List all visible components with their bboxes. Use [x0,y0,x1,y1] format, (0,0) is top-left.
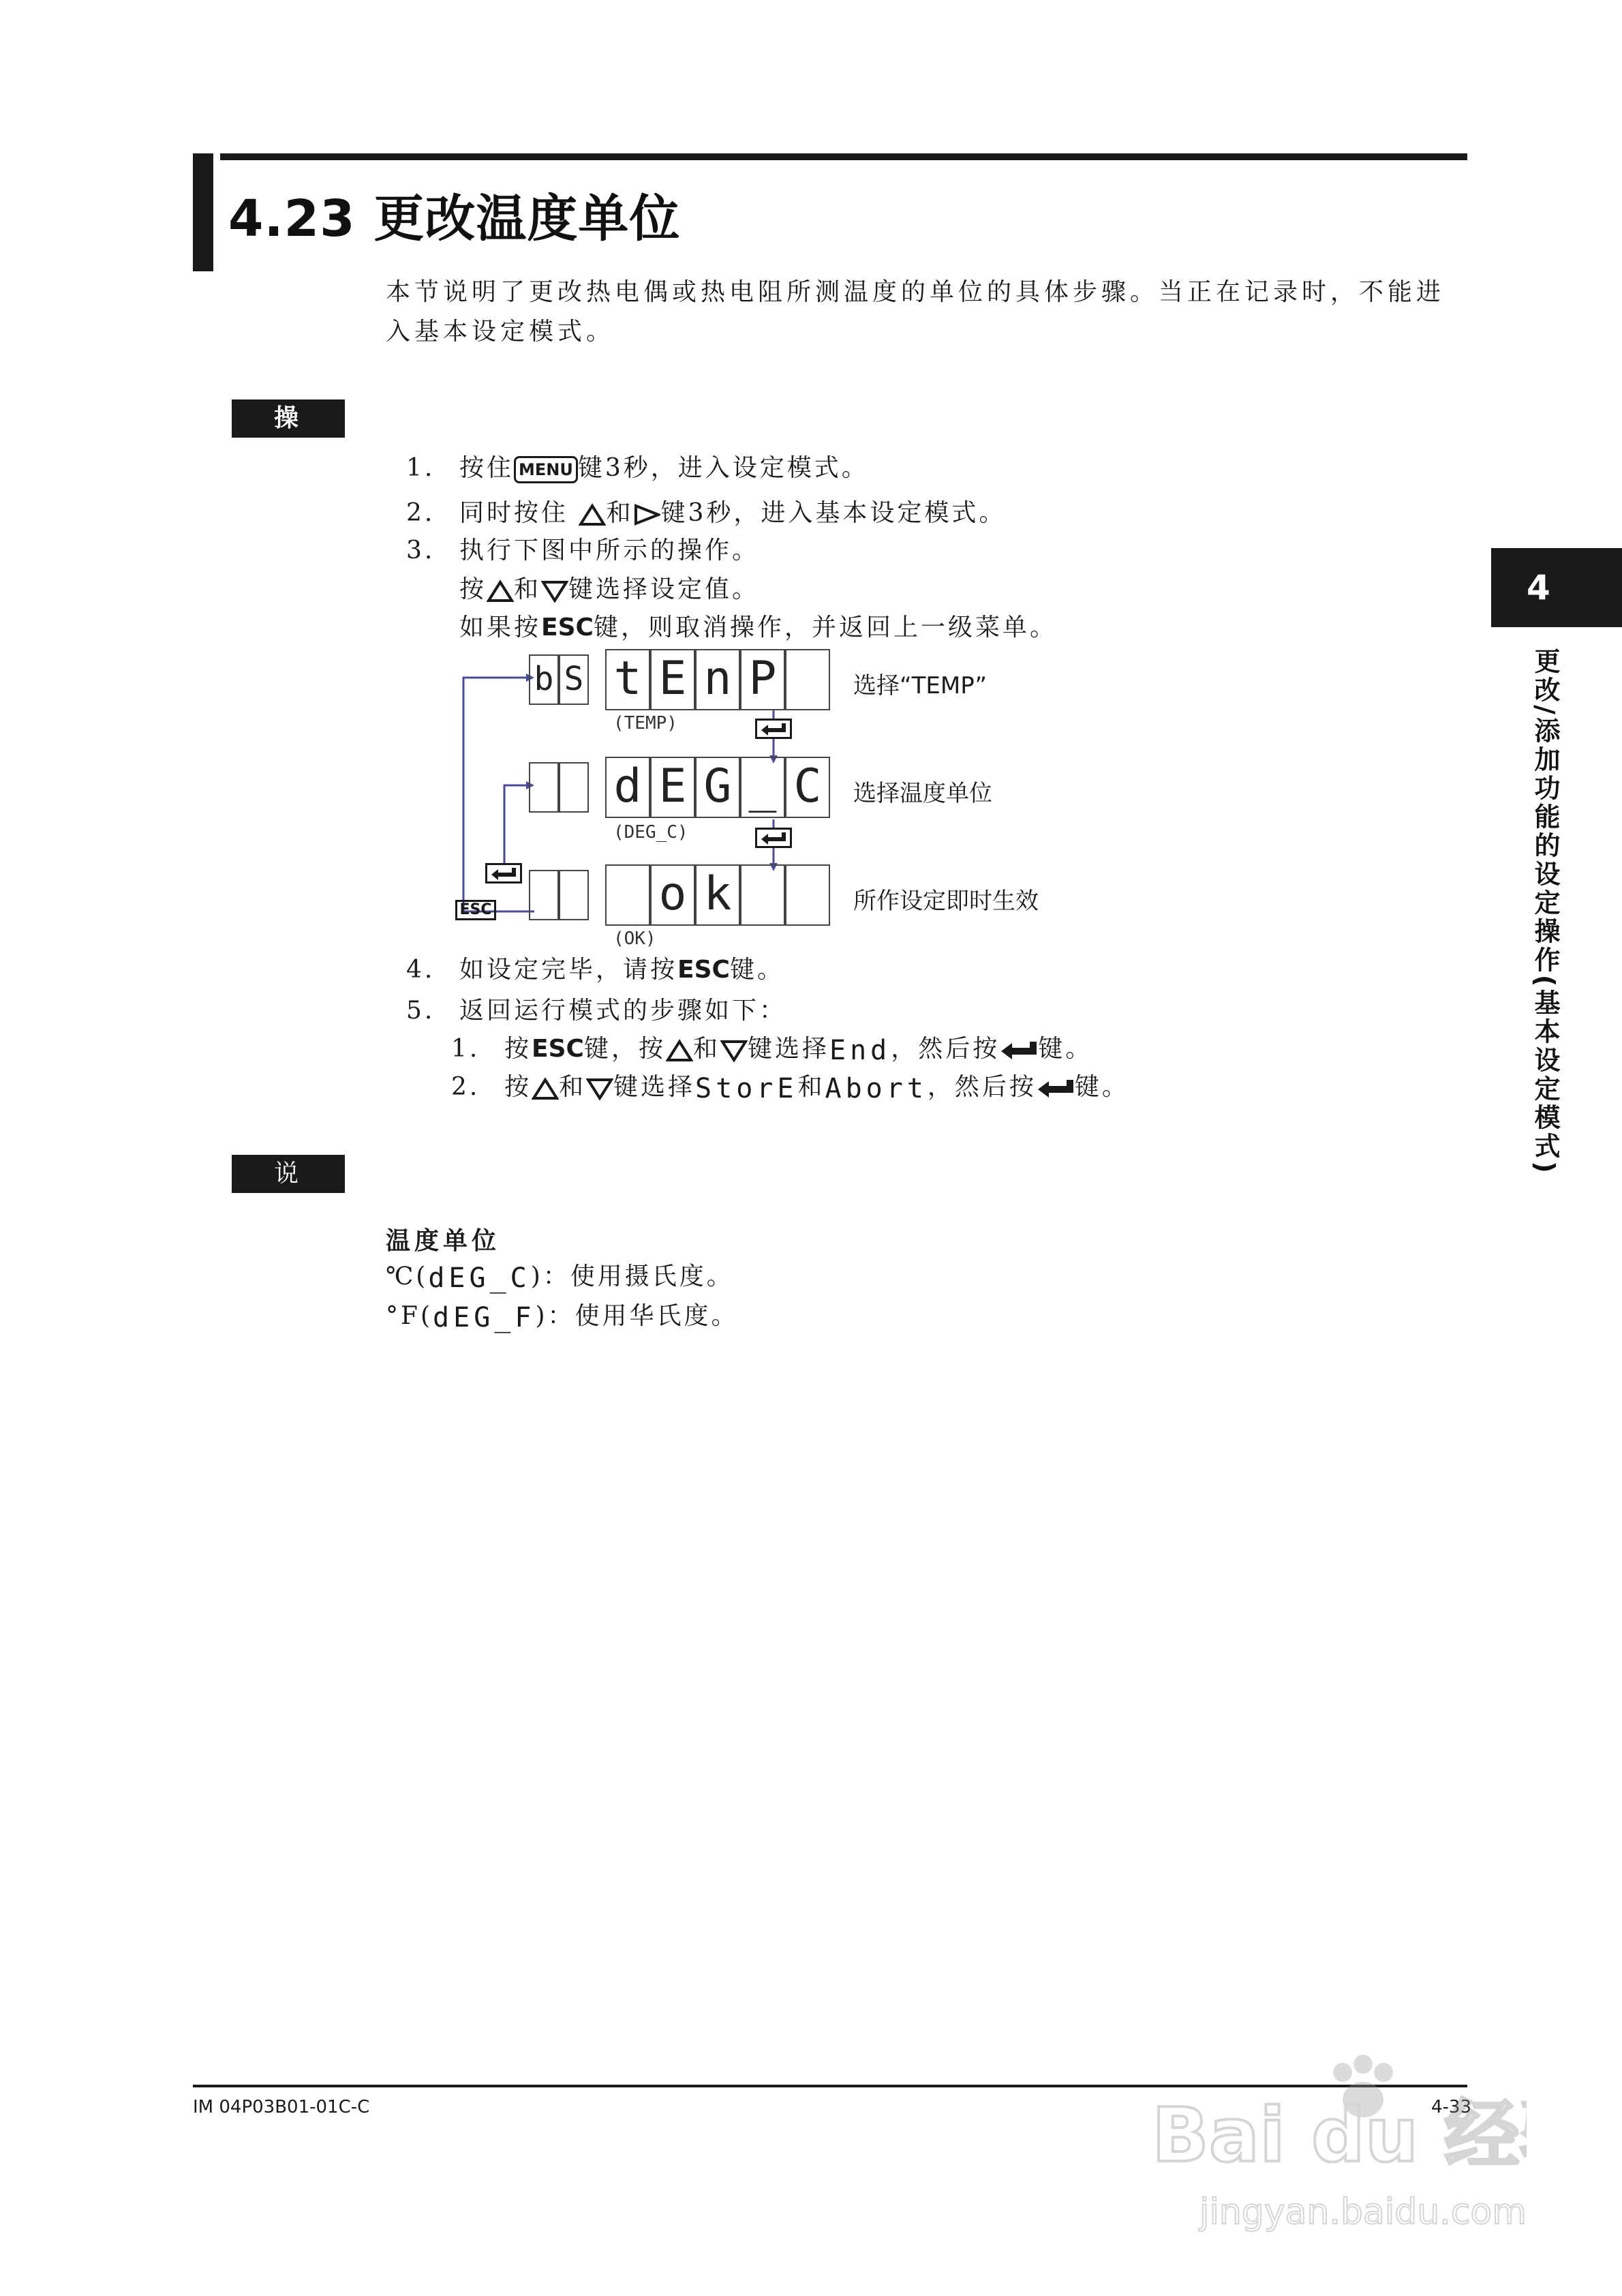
right-arrow-icon [633,503,660,526]
display-digit [529,870,559,920]
operation-diagram [450,648,1063,954]
display-digit: S [559,654,589,705]
esc-key-icon: ESC [455,900,496,920]
step-3-esc: 如果按ESC键，则取消操作，并返回上一级菜单。 [459,614,1057,641]
title-rule [220,153,1467,160]
display-digit [559,762,589,813]
display-digit [559,870,589,920]
enter-key-icon [755,719,792,739]
display-digit [785,864,830,926]
row3-label: 所作设定即时生效 [853,888,1039,915]
display-digit [785,649,830,710]
row1-label: 选择“TEMP” [853,672,987,699]
page-title: 4.23 更改温度单位 [228,190,681,248]
watermark-logo: Bai du 经 [1152,2091,1520,2179]
display-digit: d [605,757,650,818]
up-arrow-icon [666,1039,693,1062]
display-digit: C [785,757,830,818]
display-digit: G [695,757,740,818]
row2-label: 选择温度单位 [853,780,992,807]
display-digit: b [529,654,559,705]
title-bar [193,153,213,271]
baidu-watermark [1145,2045,1527,2250]
down-arrow-icon [541,579,568,603]
row3-caption: (OK) [613,928,656,949]
down-arrow-icon [586,1077,613,1100]
baidu-paw-icon [1145,2045,1527,2250]
display-digit: E [650,649,695,710]
display-digit: k [695,864,740,926]
step-2: 2. 同时按住 和 键3秒，进入基本设定模式。 [406,499,1007,527]
step-3-detail: 按 和 键选择设定值。 [459,575,760,603]
step-4: 4. 如设定完毕，请按ESC键。 [406,956,784,984]
step-5-2: 2. 按 和 键选择StorE和Abort，然后按 键。 [451,1073,1129,1104]
operation-label: 操 作 [232,399,345,438]
step-5-1: 1. 按ESC键，按 和 键选择End，然后按 键。 [451,1035,1093,1066]
row2-caption: (DEG_C) [613,822,688,843]
explanation-label: 说 明 [232,1155,345,1193]
step-3: 3. 执行下图中所示的操作。 [406,537,760,564]
chapter-tab: 4 [1491,548,1622,627]
menu-key-icon: MENU [514,456,578,483]
fahrenheit-line: °F(dEG_F)：使用华氏度。 [386,1302,739,1333]
up-arrow-icon [487,579,514,603]
display-digit [529,762,559,813]
row1-caption: (TEMP) [613,713,677,734]
display-digit: t [605,649,650,710]
step-1: 1. 按住 MENU 键3秒，进入设定模式。 [406,454,869,482]
intro-paragraph: 本节说明了更改热电偶或热电阻所测温度的单位的具体步骤。当正在记录时，不能进入基本设定模式。 [386,278,1445,346]
display-digit: o [650,864,695,926]
display-digit: P [740,649,785,710]
chapter-title-vertical: 更改/添加功能的设定操作(基本设定模式) [1530,648,1560,1176]
enter-key-icon [1037,1077,1075,1100]
display-digit: _ [740,757,785,818]
watermark-url: jingyan.baidu.com [1199,2192,1527,2233]
enter-key-icon [1000,1039,1038,1062]
display-digit [740,864,785,926]
up-arrow-icon [532,1077,559,1100]
enter-key-icon [755,828,792,848]
up-arrow-icon [579,503,606,526]
page-number: 4-33 [1431,2097,1472,2117]
down-arrow-icon [720,1039,748,1062]
display-digit: E [650,757,695,818]
explanation-title: 温度单位 [386,1227,501,1255]
display-digit: n [695,649,740,710]
celsius-line: ℃(dEG_C)：使用摄氏度。 [386,1263,734,1294]
step-5: 5. 返回运行模式的步骤如下： [406,997,787,1025]
enter-key-icon [485,863,522,883]
display-digit [605,864,650,926]
document-id: IM 04P03B01-01C-C [193,2097,370,2117]
